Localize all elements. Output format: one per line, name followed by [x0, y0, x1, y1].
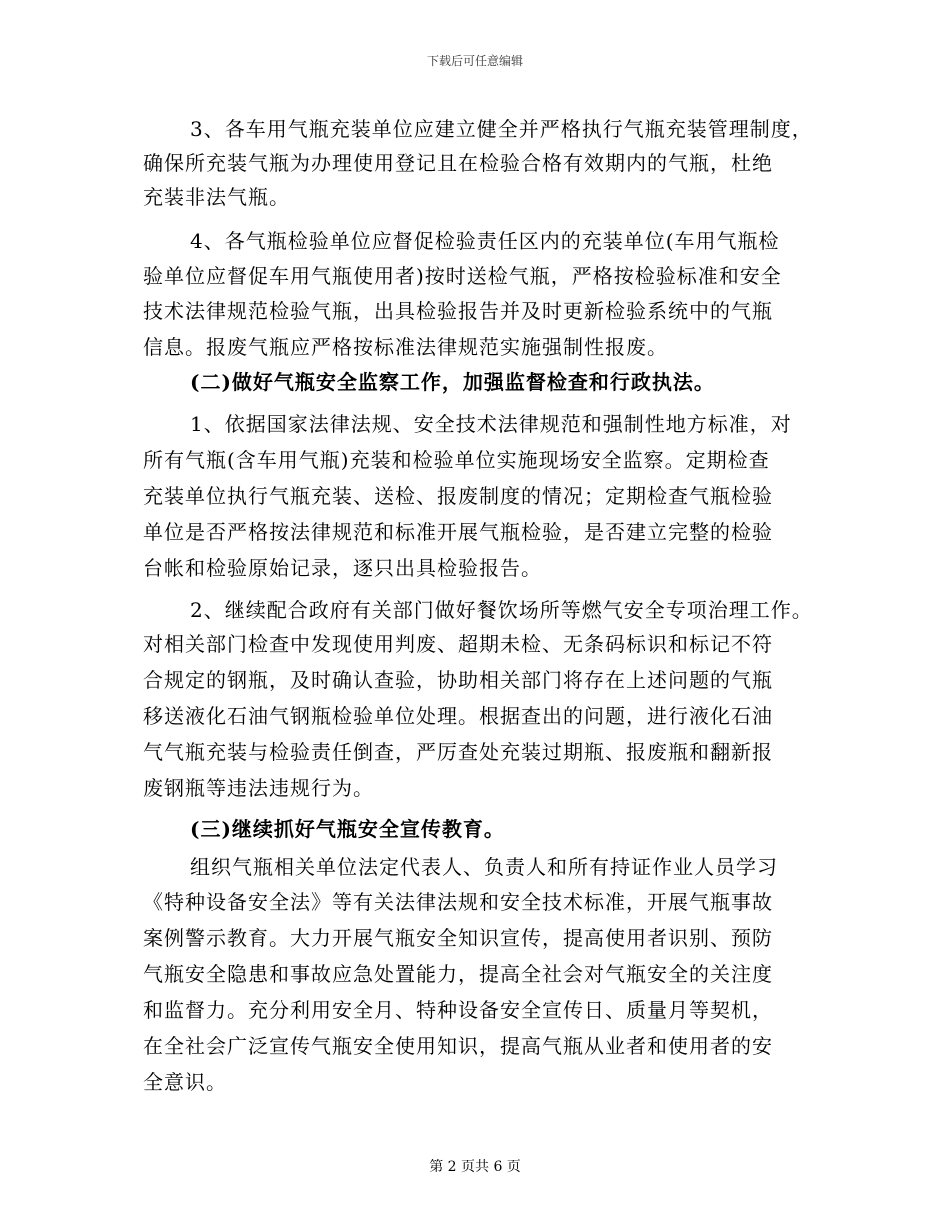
page-number: 第 2 页共 6 页	[429, 1159, 521, 1175]
text-line: 所有气瓶(含车用气瓶)充装和检验单位实施现场安全监察。定期检查	[143, 448, 770, 472]
text-line: 验单位应督促车用气瓶使用者)按时送检气瓶，严格按检验标准和安全	[143, 264, 782, 288]
text-line: 3、各车用气瓶充装单位应建立健全并严格执行气瓶充装管理制度，	[190, 117, 813, 141]
text-line: 充装单位执行气瓶充装、送检、报废制度的情况；定期检查气瓶检验	[143, 484, 773, 508]
text-line: 单位是否严格按法律规范和标准开展气瓶检验，是否建立完整的检验	[143, 520, 773, 544]
text-line: 案例警示教育。大力开展气瓶安全知识宣传，提高使用者识别、预防	[143, 926, 773, 950]
text-line: 确保所充装气瓶为办理使用登记且在检验合格有效期内的气瓶，杜绝	[143, 151, 773, 175]
section-heading: (二)做好气瓶安全监察工作，加强监督检查和行政执法。	[190, 370, 715, 394]
text-line: 废钢瓶等违法违规行为。	[143, 776, 374, 800]
text-line: 充装非法气瓶。	[143, 185, 290, 209]
text-line: 技术法律规范检验气瓶，出具检验报告并及时更新检验系统中的气瓶	[143, 299, 773, 323]
text-line: 移送液化石油气钢瓶检验单位处理。根据查出的问题，进行液化石油	[143, 704, 773, 728]
text-line: 2、继续配合政府有关部门做好餐饮场所等燃气安全专项治理工作。	[190, 598, 813, 622]
text-line: 和监督力。充分利用安全月、特种设备安全宣传日、质量月等契机，	[143, 998, 773, 1022]
text-line: 全意识。	[143, 1070, 227, 1094]
text-line: 气气瓶充装与检验责任倒查，严厉查处充装过期瓶、报废瓶和翻新报	[143, 740, 773, 764]
text-line: 《特种设备安全法》等有关法律法规和安全技术标准，开展气瓶事故	[143, 890, 773, 914]
text-line: 在全社会广泛宣传气瓶安全使用知识，提高气瓶从业者和使用者的安	[143, 1034, 773, 1058]
text-line: 合规定的钢瓶，及时确认查验，协助相关部门将存在上述问题的气瓶	[143, 668, 773, 692]
text-line: 台帐和检验原始记录，逐只出具检验报告。	[143, 556, 542, 580]
section-heading: (三)继续抓好气瓶安全宣传教育。	[190, 817, 505, 841]
text-line: 组织气瓶相关单位法定代表人、负责人和所有持证作业人员学习	[190, 855, 778, 879]
page-header: 下载后可任意编辑	[426, 54, 523, 68]
text-line: 4、各气瓶检验单位应督促检验责任区内的充装单位(车用气瓶检	[190, 229, 780, 253]
text-line: 对相关部门检查中发现使用判废、超期未检、无条码标识和标记不符	[143, 632, 773, 656]
text-line: 信息。报废气瓶应严格按标准法律规范实施强制性报废。	[143, 335, 668, 359]
text-line: 1、依据国家法律法规、安全技术法律规范和强制性地方标准，对	[190, 412, 792, 436]
text-line: 气瓶安全隐患和事故应急处置能力，提高全社会对气瓶安全的关注度	[143, 962, 773, 986]
